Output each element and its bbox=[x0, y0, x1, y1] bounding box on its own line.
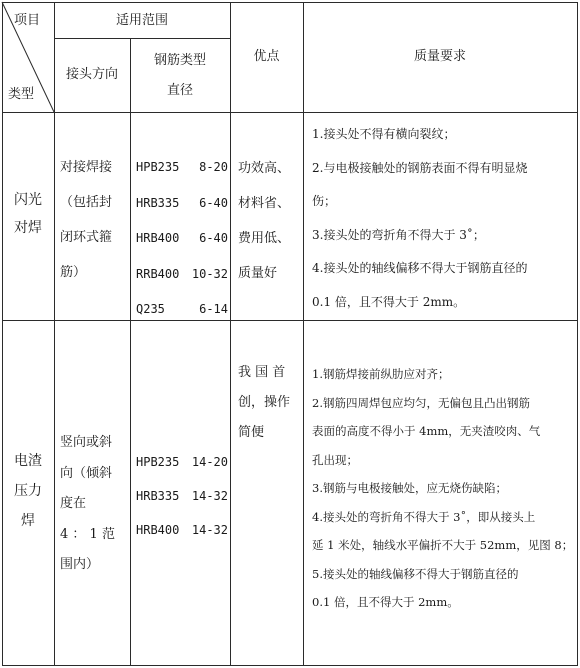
row1-quality-requirements bbox=[303, 118, 577, 319]
row2-rebar-list bbox=[136, 445, 228, 547]
requirement-line: 4.接头处的弯折角不得大于 3˚，即从接头上 bbox=[312, 509, 536, 524]
row1-advantage-line: 材料省、 bbox=[238, 196, 291, 211]
rebar-row bbox=[136, 150, 228, 186]
requirement-line: 0.1 倍，且不得大于 2mm。 bbox=[312, 595, 459, 609]
row2-joint-direction bbox=[60, 428, 130, 581]
rebar-row bbox=[136, 292, 228, 328]
row2-direction-line: 4 ： 1 范 bbox=[60, 526, 115, 542]
header-type-label: 类型 bbox=[8, 87, 35, 102]
requirement-line: 5.接头处的轴线偏移不得大于钢筋直径的 bbox=[312, 566, 519, 581]
rebar-row bbox=[136, 257, 228, 293]
requirement-line: 1.接头处不得有横向裂纹； bbox=[312, 127, 456, 141]
rebar-row bbox=[136, 513, 228, 547]
rebar-grade: HRB400 bbox=[136, 231, 180, 245]
rebar-diameter-range: 6-40 bbox=[199, 195, 228, 210]
row2-direction-line: 度在 bbox=[60, 496, 87, 511]
row1-type-line: 对焊 bbox=[14, 220, 42, 236]
rebar-grade: Q235 bbox=[136, 302, 165, 316]
row2-advantage-line: 简便 bbox=[238, 425, 265, 440]
row1-type bbox=[2, 186, 54, 242]
rebar-diameter-range: 6-40 bbox=[199, 231, 228, 245]
header-rebar-type bbox=[130, 46, 230, 106]
rebar-row bbox=[136, 479, 228, 513]
header-rebar-type-line2: 直径 bbox=[166, 83, 193, 98]
rebar-grade: HRB335 bbox=[136, 195, 180, 210]
rebar-grade: HRB335 bbox=[136, 489, 180, 503]
row1-direction-line: 闭环式箍 bbox=[60, 230, 113, 245]
rebar-diameter-range: 14-20 bbox=[191, 455, 228, 469]
row2-advantage-line: 创，操作 bbox=[238, 395, 291, 410]
header-item-label: 项目 bbox=[14, 13, 41, 28]
requirement-line: 孔出现； bbox=[312, 452, 358, 467]
requirement-line: 2.钢筋四周焊包应均匀，无偏包且凸出钢筋 bbox=[312, 395, 530, 410]
row2-direction-line: 向（倾斜 bbox=[60, 465, 113, 481]
row2-advantage-line: 我 国 首 bbox=[238, 365, 286, 380]
row2-type-line: 压力 bbox=[14, 483, 42, 499]
row1-advantages bbox=[238, 151, 302, 291]
row2-type-line: 电渣 bbox=[14, 453, 42, 469]
row2-type bbox=[2, 446, 54, 536]
requirement-line: 1.钢筋焊接前纵肋应对齐； bbox=[312, 367, 450, 381]
row1-direction-line: （包括封 bbox=[60, 195, 113, 210]
rebar-diameter-range: 6-14 bbox=[199, 302, 228, 316]
rebar-grade: HRB400 bbox=[136, 523, 180, 537]
requirement-line: 2.与电极接触处的钢筋表面不得有明显烧 bbox=[312, 160, 528, 175]
header-joint-direction: 接头方向 bbox=[65, 67, 118, 82]
row2-direction-line: 竖向或斜 bbox=[60, 435, 113, 450]
rebar-diameter-range: 14-32 bbox=[191, 523, 228, 537]
requirement-line: 4.接头处的轴线偏移不得大于钢筋直径的 bbox=[312, 261, 528, 275]
requirement-line: 3.钢筋与电极接触处，应无烧伤缺陷； bbox=[312, 481, 507, 495]
rebar-diameter-range: 10-32 bbox=[191, 266, 228, 281]
row1-advantage-line: 功效高、 bbox=[238, 161, 291, 176]
requirement-line: 0.1 倍，且不得大于 2mm。 bbox=[312, 294, 466, 309]
header-rebar-type-line1: 钢筋类型 bbox=[153, 53, 206, 68]
requirement-line: 延 1 米处，轴线水平偏折不大于 52mm，见图 8； bbox=[312, 538, 574, 552]
rebar-row bbox=[136, 186, 228, 222]
rebar-row bbox=[136, 445, 228, 479]
header-quality-requirements: 质量要求 bbox=[413, 49, 466, 64]
requirement-line: 3.接头处的弯折角不得大于 3˚； bbox=[312, 227, 485, 242]
rebar-row bbox=[136, 221, 228, 257]
row1-rebar-list bbox=[136, 150, 228, 328]
row2-direction-line: 围内） bbox=[60, 557, 100, 572]
row1-type-line: 闪光 bbox=[14, 192, 42, 208]
row1-advantage-line: 费用低、 bbox=[238, 231, 291, 246]
row1-direction-line: 对接焊接 bbox=[60, 160, 113, 175]
rebar-grade: HPB235 bbox=[136, 455, 180, 469]
rebar-grade: RRB400 bbox=[136, 266, 180, 281]
requirement-line: 伤； bbox=[312, 194, 337, 208]
rebar-diameter-range: 14-32 bbox=[191, 489, 228, 503]
requirement-line: 表面的高度不得小于 4mm，无夹渣咬肉、气 bbox=[312, 424, 541, 438]
row1-direction-line: 筋） bbox=[60, 265, 87, 280]
rebar-diameter-range: 8-20 bbox=[199, 160, 228, 174]
row2-quality-requirements bbox=[303, 360, 577, 617]
row1-joint-direction bbox=[60, 150, 130, 290]
header-advantages: 优点 bbox=[253, 49, 280, 64]
row2-type-line: 焊 bbox=[21, 513, 35, 529]
row1-advantage-line: 质量好 bbox=[238, 266, 278, 281]
header-scope-label: 适用范围 bbox=[115, 13, 168, 28]
rebar-grade: HPB235 bbox=[136, 160, 180, 174]
row2-advantages bbox=[238, 358, 302, 448]
